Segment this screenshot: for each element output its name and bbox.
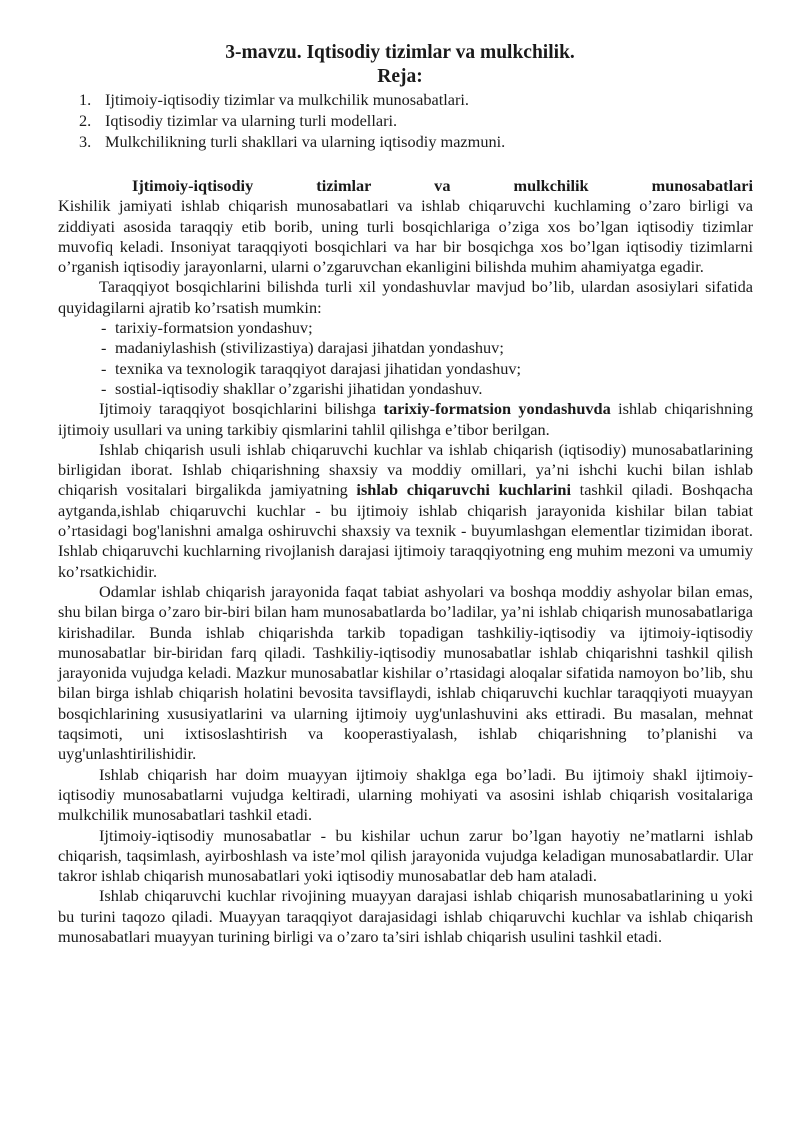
bold-term: ishlab chiqaruvchi kuchlarini [356, 480, 571, 500]
list-item-text: texnika va texnologik taraqqiyot darajasi jihatidan yondashuv; [115, 358, 522, 378]
plan-item-text: Iqtisodiy tizimlar va ularning turli modellari. [105, 111, 398, 130]
approaches-list [58, 318, 753, 399]
list-item-text: sostial-iqtisodiy shakllar o’zgarishi jihatidan yondashuv. [115, 378, 483, 398]
paragraph-text: Ishlab chiqarish usuli ishlab chiqaruvchi kuchlar va ishlab chiqarish (iqtisodiy) munosabatlarining birligidan iborat. Ishlab chiqarishning shaxsiy va moddiy omillari, ya’ni ishchi kuchi bilan ishlab chiqarish vositalari birgalikda jamiyatning [58, 439, 753, 500]
plan-item [79, 89, 505, 110]
paragraph: Odamlar ishlab chiqarish jarayonida faqat tabiat ashyolari va boshqa moddiy ashyolar bilan emas, shu bilan birga o’zaro bir-biri bilan ham munosabatlarda bo’ladilar, ya’ni ishlab chiqarish munosabatlariga kirishadilar. Bunda ishlab chiqarishda tarkib topadigan tashkiliy-iqtisodiy va ijtimoiy-iqtisodiy munosabatlar bir-biridan farq qiladi. Tashkiliy-iqtisodiy munosabatlar ishlab chiqarishni tashkil qilish jarayonida vujudga keladi. Mazkur munosabatlar kishilar o’rtasidagi aloqalar sifatida namoyon bo’lib, shu bilan birga ishlab chiqarish holatini bevosita tavsiflaydi, ishlab chiqaruvchi kuchlar taraqqiyoti muayyan bosqichlarining xususiyatlarini va ularning ijtimoiy uyg'unlashuvini aks ettiradi. Bu masalan, mehnat taqsimoti, uni ixtisoslashtirish va kooperastiyalash, ishlab chiqarishning to’planishi va uyg'unlashtirilishidir. [58, 581, 753, 764]
plan-item-text: Mulkchilikning turli shakllari va ularning iqtisodiy mazmuni. [105, 132, 506, 151]
plan-item-number: 2. [79, 111, 92, 130]
list-item-text: tarixiy-formatsion yondashuv; [115, 318, 313, 338]
list-item [101, 359, 753, 379]
body-text [58, 176, 753, 947]
paragraph: Taraqqiyot bosqichlarini bilishda turli xil yondashuvlar mavjud bo’lib, ulardan asosiylari sifatida quyidagilarni ajratib ko’rsatish mumkin: [58, 277, 753, 317]
plan-item-number: 3. [79, 132, 92, 151]
plan-item-number: 1. [79, 90, 92, 109]
document-title: 3-mavzu. Iqtisodiy tizimlar va mulkchilik. [225, 42, 575, 63]
list-dash: - [101, 338, 107, 358]
plan-item [79, 131, 505, 152]
paragraph: Ishlab chiqarish har doim muayyan ijtimoiy shaklga ega bo’ladi. Bu ijtimoiy shakl ijtimoiy-iqtisodiy munosabatlarni vujudga keltiradi, ularning mohiyati va asosini ishlab chiqarish vositalariga mulkchilik munosabatlari tashkil etadi. [58, 764, 753, 825]
list-item [101, 338, 753, 358]
plan-item [79, 110, 505, 131]
paragraph-text: Ijtimoiy taraqqiyot bosqichlarini bilishga [99, 399, 384, 419]
paragraph [58, 399, 753, 440]
paragraph: Kishilik jamiyati ishlab chiqarish munosabatlari va ishlab chiqaruvchi kuchlaming o’zaro birligi va ziddiyati asosida taraqqiy etib borib, uning turli bosqichlariga o’ziga xos bo’lgan iqtisodiy tizimlar muvofiq keladi. Insoniyat taraqqiyoti bosqichlari va har bir bosqichga xos bo’lgan iqtisodiy tizimlarni o’rganish iqtisodiy jarayonlarni, ularni o’zgaruvchan ekanligini bilishda muhim ahamiyatga egadir. [58, 196, 753, 277]
list-dash: - [101, 318, 107, 338]
plan-list [79, 89, 505, 152]
plan-item-text: Ijtimoiy-iqtisodiy tizimlar va mulkchilik munosabatlari. [105, 90, 470, 109]
list-item-text: madaniylashish (stivilizastiya) darajasi jihatdan yondashuv; [115, 338, 504, 358]
list-item [101, 379, 753, 399]
list-dash: - [101, 378, 107, 398]
plan-title: Reja: [377, 66, 423, 87]
paragraph: Ijtimoiy-iqtisodiy munosabatlar - bu kishilar uchun zarur bo’lgan hayotiy ne’matlarni ishlab chiqarish, taqsimlash, ayirboshlash va iste’mol qilish jarayonida vujudga keladigan munosabatlardir. Ular takror ishlab chiqarish munosabatlari yoki iqtisodiy munosabatlar deb ham ataladi. [58, 825, 753, 886]
section-heading: Ijtimoiy-iqtisodiy tizimlar va mulkchilik munosabatlari [132, 176, 753, 195]
paragraph: Ishlab chiqaruvchi kuchlar rivojining muayyan darajasi ishlab chiqarish munosabatlarining u yoki bu turini taqozo qiladi. Muayyan taraqqiyot darajasidagi ishlab chiqaruvchi kuchlar va ishlab chiqarish munosabatlari muayyan turining birligi va o’zaro ta’siri ishlab chiqarish usulini tashkil etadi. [58, 886, 753, 946]
paragraph [58, 440, 753, 582]
paragraph-text: ishlab chiqarishning ijtimoiy usullari va uning tarkibiy qismlarini tahlil qilishga e’tibor berilgan. [58, 399, 753, 439]
paragraph-text: tashkil qiladi. Boshqacha aytganda,ishlab chiqaruvchi kuchlar - bu ijtimoiy ishlab chiqarish jarayonida kishilar bilan tabiat o’rtasidagi bog'lanishni amalga oshiruvchi shaxsiy va texnik - buyumlashgan elementlar tizimidan iborat. Ishlab chiqaruvchi kuchlarning rivojlanish darajasi ijtimoiy taraqqiyotning eng muhim mezoni va umumiy ko’rsatkichidir. [58, 480, 753, 581]
bold-term: tarixiy-formatsion yondashuvda [383, 399, 611, 419]
list-item [101, 318, 753, 338]
list-dash: - [101, 358, 107, 378]
